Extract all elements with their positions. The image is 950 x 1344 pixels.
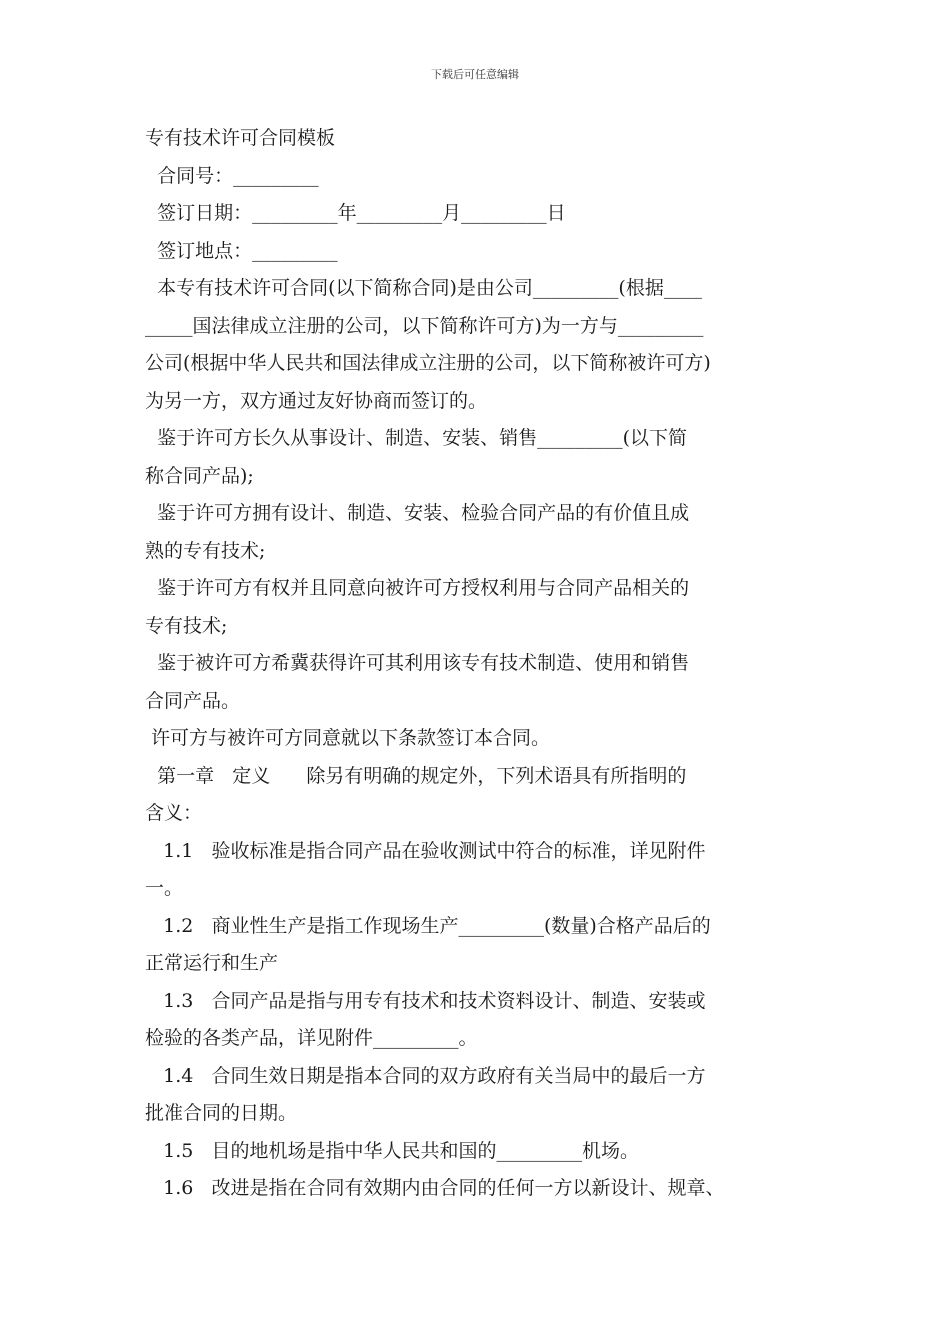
document-line: _____国法律成立注册的公司，以下简称许可方)为一方与_________	[145, 314, 704, 337]
document-line: 一。	[145, 877, 184, 899]
document-line: 批准合同的日期。	[145, 1102, 298, 1124]
page-header: 下载后可任意编辑	[431, 68, 519, 81]
document-line: 1.4 合同生效日期是指本合同的双方政府有关当局中的最后一方	[145, 1064, 706, 1087]
document-line: 许可方与被许可方同意就以下条款签订本合同。	[145, 727, 551, 749]
document-line: 公司(根据中华人民共和国法律成立注册的公司，以下简称被许可方)	[145, 352, 711, 374]
document-line: 鉴于许可方长久从事设计、制造、安装、销售_________(以下简	[145, 427, 687, 449]
document-line: 称合同产品);	[145, 464, 254, 487]
document-body	[145, 120, 810, 1208]
document-line: 鉴于许可方拥有设计、制造、安装、检验合同产品的有价值且成	[145, 502, 690, 524]
document-line: 签订日期：_________年_________月_________日	[145, 202, 566, 224]
document-line: 1.3 合同产品是指与用专有技术和技术资料设计、制造、安装或	[145, 989, 706, 1012]
document-line: 含义：	[145, 802, 203, 824]
document-line: 鉴于被许可方希冀获得许可其利用该专有技术制造、使用和销售	[145, 652, 690, 674]
document-line: 1.1 验收标准是指合同产品在验收测试中符合的标准，详见附件	[145, 839, 706, 862]
document-line: 1.5 目的地机场是指中华人民共和国的_________机场。	[145, 1139, 639, 1162]
document-line: 1.6 改进是指在合同有效期内由合同的任何一方以新设计、规章、	[145, 1177, 725, 1199]
document-line: 合同产品。	[145, 689, 241, 712]
document-line: 合同号：_________	[145, 164, 319, 187]
document-line: 签订地点：_________	[145, 239, 338, 262]
document-line: 第一章 定义 除另有明确的规定外，下列术语具有所指明的	[145, 764, 687, 787]
document-line: 检验的各类产品，详见附件_________。	[145, 1027, 478, 1049]
document-line: 熟的专有技术;	[145, 539, 266, 562]
document-line: 为另一方，双方通过友好协商而签订的。	[145, 389, 488, 412]
document-line: 正常运行和生产	[145, 952, 279, 974]
document-line: 专有技术;	[145, 614, 228, 637]
document-line: 鉴于许可方有权并且同意向被许可方授权利用与合同产品相关的	[145, 577, 690, 599]
document-title: 专有技术许可合同模板	[145, 127, 336, 149]
document-line: 1.2 商业性生产是指工作现场生产_________(数量)合格产品后的	[145, 914, 711, 937]
document-line: 本专有技术许可合同(以下简称合同)是由公司_________(根据____	[145, 277, 702, 299]
